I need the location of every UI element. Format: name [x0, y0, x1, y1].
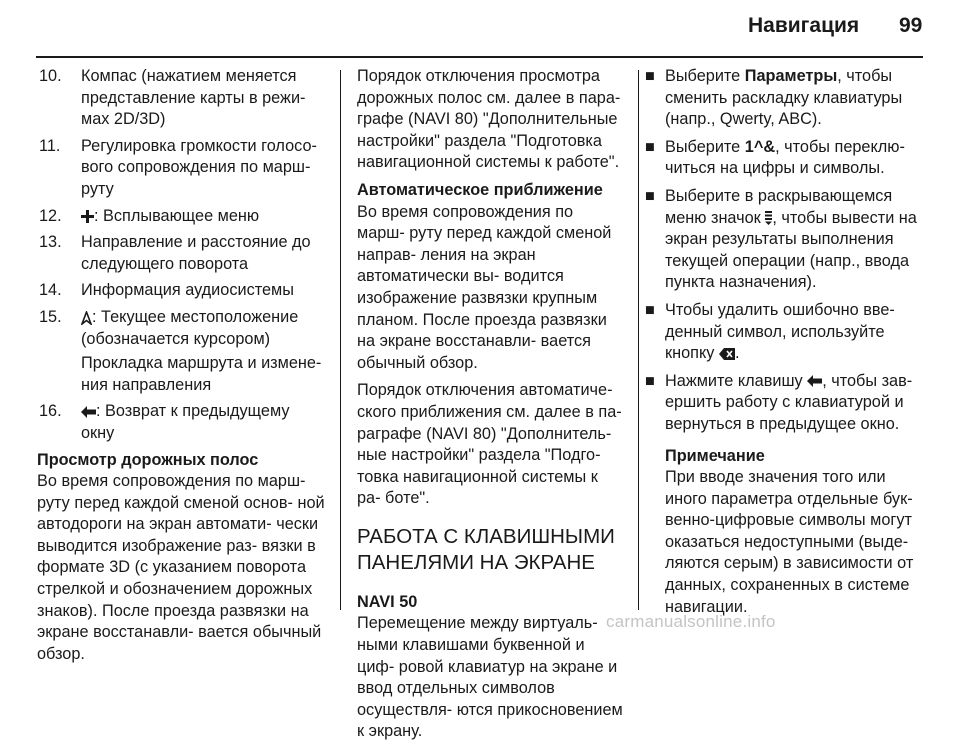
item-label: : Возврат к предыдущему окну: [81, 402, 290, 442]
item-number: 14.: [39, 281, 62, 300]
paragraph-1: Порядок отключения просмотра дорожных полос см. далее в пара- графе (NAVI 80) "Дополнительные настройки" раздела "Подготовка навигационной системы к работе".: [357, 67, 621, 172]
item-text: [81, 206, 327, 228]
section-heading: Просмотр дорожных полос: [37, 450, 259, 469]
paragraph-3: Порядок отключения автоматиче- ского приближения см. далее в па- раграфе (NAVI 80) "Дополнитель- ные настройки" раздела "Подго- товка навигационной системы к ра- боте".: [357, 381, 622, 508]
back-arrow-icon: [807, 375, 822, 387]
bullet-icon: ■: [645, 67, 655, 85]
item-number: 12.: [39, 206, 62, 225]
list-item: ■ Нажмите клавишу , чтобы зав- ершить работу с клавиатурой и вернуться в предыдущее окно.: [645, 371, 928, 436]
item-label: : Текущее местоположение (обозначается курсором): [81, 307, 299, 348]
list-item: [37, 66, 327, 131]
paragraph-4: Перемещение между виртуаль- ными клавишами буквенной и циф- ровой клавиатур на экране и ввод отдельных символов осуществля- ются прикосновением к экрану.: [357, 614, 623, 741]
item-label: : Всплывающее меню: [94, 206, 260, 225]
bullet-icon: ■: [645, 371, 655, 390]
note-text: При вводе значения того или иного параметра отдельные бук- венно-цифровые символы могут оказаться недоступными (выде- ляются серым) в зависимости от данных, сохраненных в системе навигации.: [665, 468, 914, 616]
item-number: 11.: [39, 136, 61, 155]
note-heading: Примечание: [665, 446, 765, 465]
list-item: [37, 206, 327, 228]
list-item: [37, 232, 327, 275]
plus-icon: [81, 210, 94, 223]
chapter-heading: РАБОТА С КЛАВИШНЫМИ ПАНЕЛЯМИ НА ЭКРАНЕ: [357, 524, 615, 574]
item-text: Направление и расстояние до следующего поворота: [81, 233, 311, 273]
item-text: [81, 307, 327, 350]
item-text: Регулировка громкости голосо- вого сопровождения по марш- руту: [81, 136, 317, 198]
section-paragraph: Во время сопровождения по марш- руту перед каждой сменой основ- ной автодороги на экран автомати- чески выводится изображение раз- вязки в формате 3D (с указанием поворота стрелкой и обозначением дорожных знаков). После проезда развязки на экране восстанавли- вается обычный обзор.: [37, 472, 325, 663]
column-divider-2: [638, 70, 639, 610]
list-item: ■ Выберите Параметры, чтобы сменить раскладку клавиатуры (напр., Qwerty, ABC).: [645, 66, 928, 131]
item-text: [81, 401, 327, 444]
bullet-icon: ■: [645, 186, 655, 205]
page-header: [0, 0, 960, 56]
watermark: carmanualsonline.info: [606, 612, 776, 631]
list-item: ■ Выберите 1^&, чтобы переклю- читься на цифры и символы.: [645, 137, 928, 180]
cursor-arrow-icon: [81, 311, 92, 325]
item-15-subtext: Прокладка маршрута и измене- ния направления: [81, 354, 322, 394]
list-item: [37, 136, 327, 201]
page-number: 99: [899, 14, 923, 37]
column-1: [37, 66, 327, 671]
backspace-icon: [719, 348, 735, 360]
item-text: Информация аудиосистемы: [81, 281, 294, 300]
paragraph-2: Во время сопровождения по марш- руту перед каждой сменой направ- ления на экран автоматически вы- водится изображение развязки крупным планом. После проезда развязки на экране восстанавли- вается обычный обзор.: [357, 202, 612, 372]
list-item: [37, 280, 327, 302]
header-title: Навигация: [748, 14, 860, 37]
column-3: [645, 66, 928, 618]
section-heading: Автоматическое приближение: [357, 180, 603, 199]
list-item: ■ Чтобы удалить ошибочно вве- денный символ, используйте кнопку .: [645, 300, 928, 365]
keyword: Параметры: [744, 67, 838, 85]
item-number: 15.: [39, 307, 62, 326]
keyword: 1^&: [744, 137, 776, 156]
subsection-heading: NAVI 50: [357, 592, 418, 611]
item-number: 10.: [39, 67, 62, 85]
back-arrow-icon: [81, 406, 96, 418]
item-text: Компас (нажатием меняется представление карты в режи- мах 2D/3D): [81, 67, 306, 129]
item-number: 16.: [39, 402, 62, 421]
list-item: [37, 401, 327, 444]
list-item: ■ Выберите в раскрывающемся меню значок , чтобы вывести на экран результаты выполнения текущей операции (напр., ввода пункта назначения).: [645, 186, 928, 294]
column-2: [357, 66, 625, 749]
bullet-icon: ■: [645, 300, 655, 319]
bullet-icon: ■: [645, 137, 655, 156]
item-number: 13.: [39, 233, 62, 252]
column-divider-1: [340, 70, 341, 610]
list-item: [37, 307, 327, 350]
header-rule: [36, 56, 923, 58]
